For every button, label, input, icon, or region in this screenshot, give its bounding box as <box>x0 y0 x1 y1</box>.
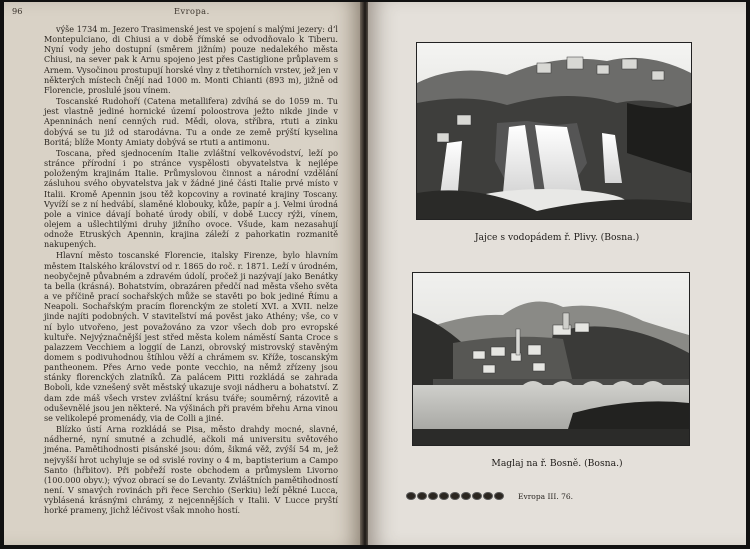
book-spread <box>4 2 746 545</box>
ornament-dot-icon <box>406 492 416 500</box>
decorative-ornament <box>406 492 504 500</box>
right-page <box>368 2 746 545</box>
ornament-dot-icon <box>483 492 493 500</box>
body-text <box>44 24 338 516</box>
waterfall-photo-illustration <box>417 43 691 219</box>
paragraph: výše 1734 m. Jezero Trasimenské jest ve spojení s malými jezery: d‘l Montepulciano, di Chiusi a v době římské se odvodňovalo k Tiberu. Nyní vody jeho dostupní (směrem jižním) pouze nedalekého města Chiusi, na sever pak k Arnu spojeno jest přes Castiglione průplavem s Arnem. Vysočinou prostupují horské vlny z třetihorních vrstev, jež jen v některých místech čnějí nad 1000 m. Monti Chianti (893 m), jižně od Florencie, proslulé jsou vínem. <box>44 24 338 95</box>
ornament-dot-icon <box>428 492 438 500</box>
paragraph: Blízko ústí Arna rozkládá se Pisa, město drahdy mocné, slavné, nádherné, nyní smutné a zchudlé, ačkoli má universitu světového jména. Pamětihodnosti pisánské jsou: dóm, šikmá věž, zvýší 54 m, jež nejvyšší hrot uchyluje se od svislé roviny o 4 m, baptisterium a Campo Santo (hřbitov). Při pobřeží roste obchodem a průmyslem Livorno (100.000 obyv.); vývoz obrací se do Levanty. Zvláštních pamětihodností není. V smavých rovinách při řece Serchio (Serkiu) leží pěkné Lucca, vyblásená krásnými chrámy, z nejcennějších v Italii. V Lucce pryští horké prameny, jichž léčivost však mnoho hostí. <box>44 424 338 516</box>
paragraph: Toscanské Rudohoří (Catena metallifera) zdvíhá se do 1059 m. Tu jest vlastně jediné hornické území poloostrova ježto nikde jinde v Apenninách není cenných rud. Mědi, olova, stříbra, rtuti a zinku dobývá se tu již od starodávna. Tu a onde ze země prýští kyselina Boritá; blíže Monty Amiaty dobývá se rtuti a antimonu. <box>44 96 338 147</box>
river-town-photo-illustration <box>413 273 689 445</box>
left-page <box>4 2 362 545</box>
caption-maglaj: Maglaj na ř. Bosně. (Bosna.) <box>491 458 623 469</box>
paragraph: Hlavní město toscanské Florencie, italsky Firenze, bylo hlavním městem Italského království od r. 1865 do roč. r. 1871. Leží v úrodném, neobyčejně půvabném a zdravém údolí, pročež ji nazývají jako Benátky ta bella (krásná). Bohatstvím, obrazáren předčí nad města všeho světa a ve příčině prací sochařských může se stavěti po bok jediné Římu a Neapoli. Sochařským pracím florenckým ze století XVI. a XVII. nelze jinde najíti podobných. V staviteľství má pověst jako Athény; vše, co v ní bylo utvořeno, jest považováno za vzor všech dob pro evropské kultuře. Nejvýznačnější jest střed města kolem náměstí Santa Croce s palazzem Vecchiem a loggií de Lanzi, obrovský mistrovský stavěným domem s podivuhodnou štíhlou věží a chrámem sv. Kříže, toscanským pantheonem. Přes Arno vede ponte vecchio, na němž zřízeny jsou stánky florenckých zlatníků. Za palácem Pitti rozkládá se zahrada Boboli, kde vznešený svět městský ukazuje svoji nádheru a bohatství. Z dam zde máš všech vrstev zvláštní krásu tváře; souměrný, rázovitě a oduševnělé jsou jen některé. Na výšinách při pravém břehu Arna vinou se velikolepé promenády, via de Colli a jiné. <box>44 250 338 423</box>
photo-maglaj <box>412 272 690 446</box>
running-title: Evropa. <box>174 6 210 16</box>
signature-note: Evropa III. 76. <box>518 492 574 501</box>
paragraph: Toscana, před sjednocením Italie zvláštní velkovévodství, leží po stránce přírodní i po stránce vyspělosti obyvatelstva k nejlépe položeným krajinám Italie. Průmyslovou činnost a národní vzdělání zásluhou svého obyvatelstva jak v žádné jiné části Italie prvé místo v Italii. Kromě Apennin jsou těž kopcoviny a rovinaté krajiny Toscany. Vyvíží se z ní hedvábí, slaměné klobouky, kůže, papír a j. Velmi úrodná pole a vinice dávají bohaté úrody obilí, v době Luccy rýži, vínem, olejem a ušlechtilými druhy jižního ovoce. Všude, kam nezasahují odnože Etruských Apennin, krajina záleží z pahorkatin rozmanitě nakupených. <box>44 147 338 250</box>
ornament-dot-icon <box>494 492 504 500</box>
page-number: 96 <box>12 6 23 16</box>
photo-jajce <box>416 42 692 220</box>
ornament-dot-icon <box>417 492 427 500</box>
caption-jajce: Jajce s vodopádem ř. Plivy. (Bosna.) <box>474 232 640 243</box>
ornament-dot-icon <box>439 492 449 500</box>
ornament-dot-icon <box>450 492 460 500</box>
ornament-dot-icon <box>472 492 482 500</box>
ornament-dot-icon <box>461 492 471 500</box>
